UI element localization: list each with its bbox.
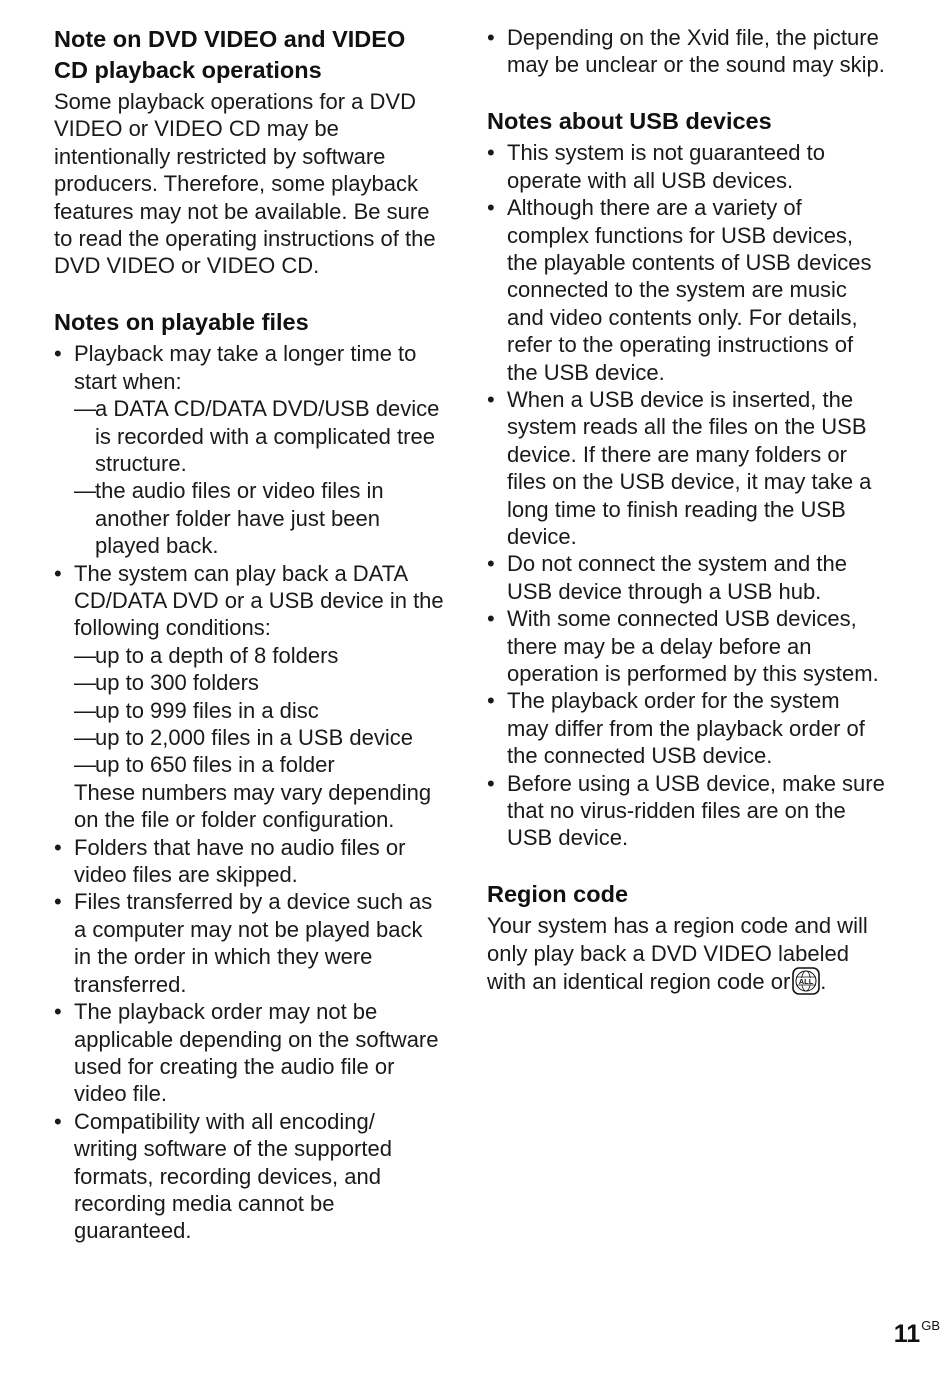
dash-list: [74, 642, 444, 779]
region-body: Your system has a region code and will only play back a DVD VIDEO labeled with an identical region code or ALL .: [487, 913, 868, 995]
list-item: • With some connected USB devices, there may be a delay before an operation is performed by this system.: [487, 605, 887, 687]
usb-heading: Notes about USB devices: [487, 107, 772, 134]
list-item: • Depending on the Xvid file, the picture may be unclear or the sound may skip.: [487, 24, 887, 79]
list-item-note: These numbers may vary depending on the file or folder configuration.: [74, 779, 432, 833]
list-item: • Files transferred by a device such as a computer may not be played back in the order in which they were transferred.: [54, 888, 444, 998]
dvd-note-section: [54, 24, 444, 280]
dash-item: — a DATA CD/DATA DVD/USB device is recorded with a complicated tree structure.: [74, 396, 440, 476]
usb-section: [487, 106, 887, 852]
dash-item: — up to a depth of 8 folders: [74, 642, 339, 668]
left-column: [54, 24, 444, 1245]
list-item: • The playback order may not be applicable depending on the software used for creating the audio file or video file.: [54, 998, 444, 1108]
xvid-list: [487, 24, 887, 79]
dash-list: [74, 395, 444, 559]
list-item: • Compatibility with all encoding/ writing software of the supported formats, recording devices, and recording media cannot be guaranteed.: [54, 1108, 444, 1245]
list-item: [54, 340, 444, 559]
region-heading: Region code: [487, 880, 629, 907]
list-item: [54, 560, 444, 834]
list-item-text: Playback may take a longer time to start when:: [74, 341, 417, 394]
dash-item: — up to 2,000 files in a USB device: [74, 725, 413, 751]
playable-files-heading: Notes on playable files: [54, 308, 309, 335]
list-item: • Before using a USB device, make sure that no virus-ridden files are on the USB device.: [487, 770, 887, 852]
playable-files-list: [54, 340, 444, 1244]
svg-text:ALL: ALL: [799, 977, 814, 987]
dash-item: — up to 999 files in a disc: [74, 697, 319, 723]
list-item: • This system is not guaranteed to operate with all USB devices.: [487, 139, 887, 194]
list-item: • Folders that have no audio files or video files are skipped.: [54, 834, 444, 889]
list-item: • Although there are a variety of complex functions for USB devices, the playable contents of USB devices connected to the system are music and video contents only. For details, refer to the operating instructions of the USB device.: [487, 194, 887, 386]
region-all-globe-icon: [792, 967, 820, 995]
list-item: • When a USB device is inserted, the system reads all the files on the USB device. If there are many folders or files on the USB device, it may take a long time to finish reading the USB device.: [487, 386, 887, 550]
dvd-note-body: Some playback operations for a DVD VIDEO or VIDEO CD may be intentionally restricted by software producers. Therefore, some playback features may not be available. Be sure to read the operating instructions of the DVD VIDEO or VIDEO CD.: [54, 89, 436, 279]
usb-list: [487, 139, 887, 852]
region-section: [487, 879, 887, 996]
dvd-note-heading: Note on DVD VIDEO and VIDEO CD playback operations: [54, 26, 406, 83]
list-item-text: The system can play back a DATA CD/DATA DVD or a USB device in the following conditions:: [74, 560, 444, 641]
dash-item: — the audio files or video files in another folder have just been played back.: [74, 478, 384, 559]
dash-item: — up to 300 folders: [74, 670, 259, 696]
page-number: $11^{GB}$: [893, 1318, 940, 1348]
right-column: [487, 24, 887, 996]
list-item: • Do not connect the system and the USB device through a USB hub.: [487, 550, 887, 605]
page-suffix: GB: [921, 1318, 940, 1333]
dash-item: — up to 650 files in a folder: [74, 752, 335, 778]
list-item: • The playback order for the system may differ from the playback order of the connected USB device.: [487, 687, 887, 769]
playable-files-section: [54, 307, 444, 1245]
